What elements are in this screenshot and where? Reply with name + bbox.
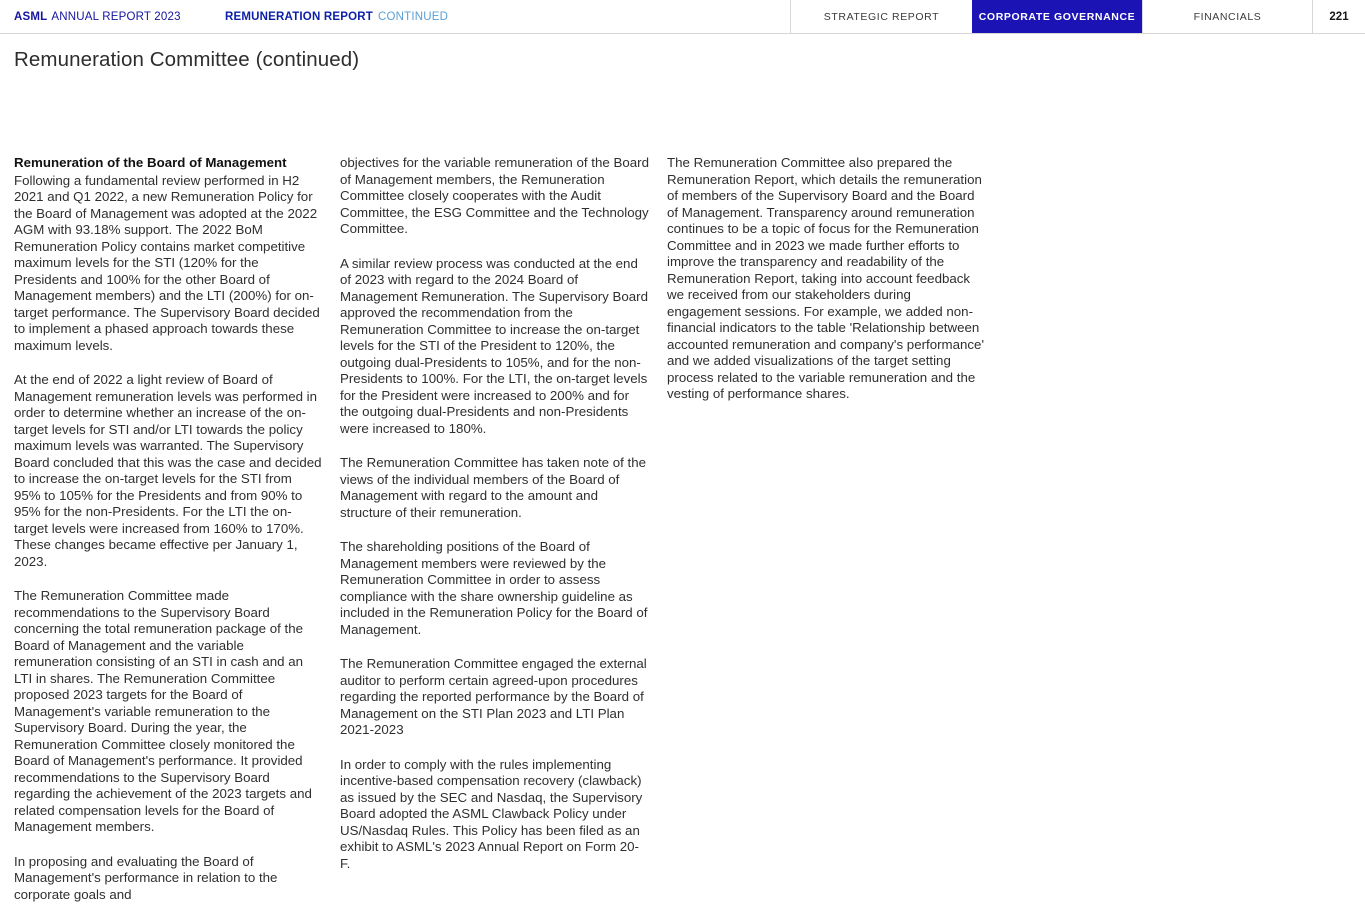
- nav-item-strategic-report[interactable]: STRATEGIC REPORT: [790, 0, 972, 33]
- paragraph: At the end of 2022 a light review of Board of Management remuneration levels was performed in order to determine whether an increase of the on-target levels for STI and/or LTI towards the policy maximum levels was warranted. The Supervisory Board concluded that this was the case and decided to increase the on-target levels for the STI from 95% to 105% for the Presidents and from 90% to 95% for the non-Presidents. For the LTI the on-target levels were increased from 160% to 170%. These changes became effective per January 1, 2023.: [14, 372, 322, 569]
- page-title: Remuneration Committee (continued): [14, 48, 360, 71]
- section-continued-label: CONTINUED: [377, 10, 449, 23]
- column-three: [667, 155, 997, 921]
- section-label: REMUNERATION REPORT: [225, 10, 373, 23]
- paragraph: In proposing and evaluating the Board of Management's performance in relation to the corporate goals and: [14, 853, 278, 902]
- column-two: [340, 155, 667, 921]
- brand-name: ASML: [14, 10, 48, 23]
- article-columns: [0, 155, 1365, 921]
- paragraph: A similar review process was conducted at the end of 2023 with regard to the 2024 Board of Management Remuneration. The Supervisory Board approved the recommendation from the Remuneration Committee to increase the on-target levels for the STI of the President to 120%, the outgoing dual-Presidents to 105%, and for the non-Presidents to 100%. For the LTI, the on-target levels for the President were increased to 200% and for the outgoing dual-Presidents and non-Presidents were increased to 180%.: [340, 255, 648, 436]
- nav-item-financials[interactable]: FINANCIALS: [1142, 0, 1312, 33]
- page-number: 221: [1312, 0, 1365, 33]
- section-nav: [790, 0, 1365, 33]
- paragraph: objectives for the variable remuneration of the Board of Management members, the Remuneration Committee closely cooperates with the Audit Committee, the ESG Committee and the Technology Committee.: [340, 155, 649, 236]
- paragraph: The shareholding positions of the Board of Management members were reviewed by the Remuneration Committee in order to assess compliance with the share ownership guideline as included in the Remuneration Policy for the Board of Management.: [340, 539, 648, 637]
- paragraph: The Remuneration Committee has taken note of the views of the individual members of the Board of Management with regard to the amount and structure of their remuneration.: [340, 455, 646, 520]
- section-heading-remuneration-board-of-management: Remuneration of the Board of Management: [14, 155, 287, 170]
- nav-item-corporate-governance[interactable]: CORPORATE GOVERNANCE: [972, 0, 1142, 33]
- page-header: [0, 0, 1365, 34]
- paragraph: Following a fundamental review performed in H2 2021 and Q1 2022, a new Remuneration Policy for the Board of Management was adopted at the 2022 AGM with 93.18% support. The 2022 BoM Remuneration Policy contains market competitive maximum levels for the STI (120% for the Presidents and 100% for the other Board of Management members) and the LTI (200%) for on-target performance. The Supervisory Board decided to implement a phased approach towards these maximum levels.: [14, 172, 320, 353]
- paragraph: The Remuneration Committee made recommendations to the Supervisory Board concerning the total remuneration package of the Board of Management and the variable remuneration consisting of an STI in cash and an LTI in shares. The Remuneration Committee proposed 2023 targets for the Board of Management's variable remuneration to the Supervisory Board. During the year, the Remuneration Committee closely monitored the Board of Management's performance. It provided recommendations to the Supervisory Board regarding the achievement of the 2023 targets and related compensation levels for the Board of Management members.: [14, 588, 312, 834]
- report-title: ANNUAL REPORT 2023: [51, 10, 181, 23]
- paragraph: In order to comply with the rules implementing incentive-based compensation recovery (clawback) as issued by the SEC and Nasdaq, the Supervisory Board adopted the ASML Clawback Policy under US/Nasdaq Rules. This Policy has been filed as an exhibit to ASML's 2023 Annual Report on Form 20-F.: [340, 756, 643, 871]
- header-brand: [0, 0, 225, 33]
- paragraph: The Remuneration Committee also prepared the Remuneration Report, which details the remuneration of members of the Supervisory Board and the Board of Management. Transparency around remuneration continues to be a topic of focus for the Remuneration Committee and in 2023 we made further efforts to improve the transparency and readability of the Remuneration Report, taking into account feedback we received from our stakeholders during engagement sessions. For example, we added non-financial indicators to the table 'Relationship between accounted remuneration and company's performance' and we added visualizations of the target setting process related to the variable remuneration and the vesting of performance shares.: [667, 155, 984, 401]
- header-section: [225, 0, 790, 33]
- paragraph: The Remuneration Committee engaged the external auditor to perform certain agreed-upon procedures regarding the reported performance by the Board of Management on the STI Plan 2023 and LTI Plan 2021-2023: [340, 656, 647, 737]
- column-one: [0, 155, 340, 921]
